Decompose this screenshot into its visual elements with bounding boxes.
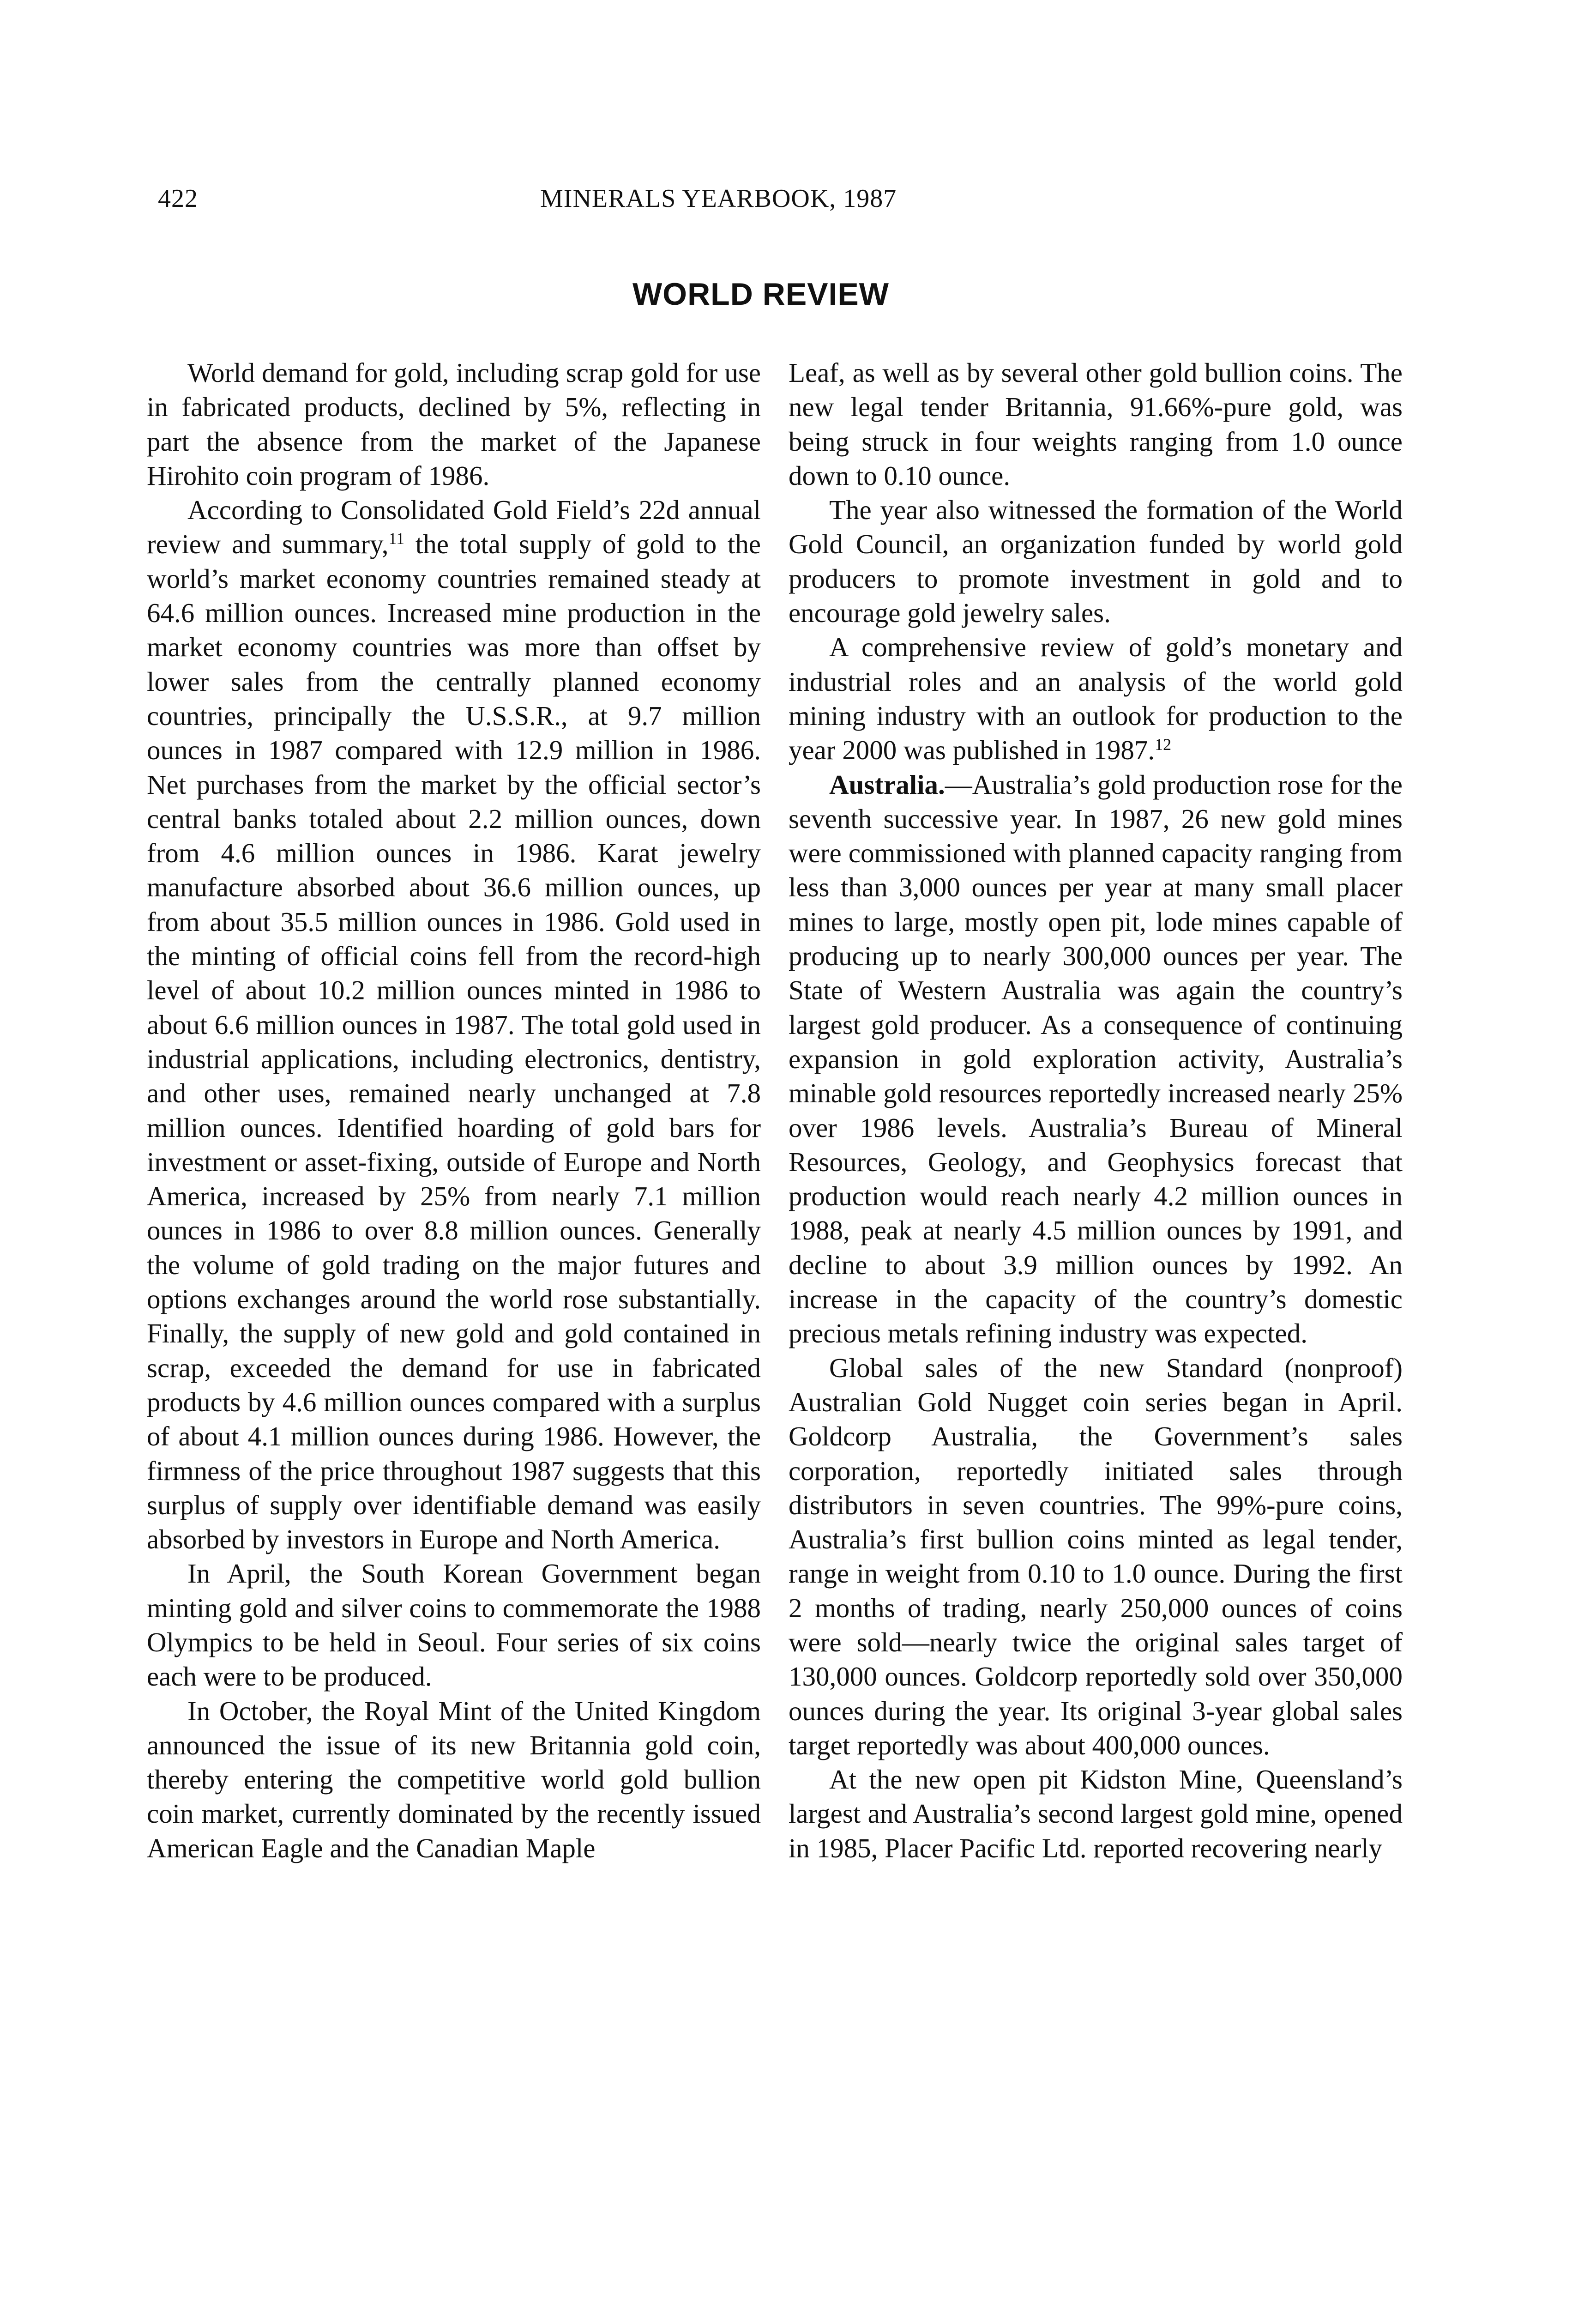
right-column xyxy=(789,356,1403,1865)
publication-title: MINERALS YEARBOOK, 1987 xyxy=(540,184,897,213)
paragraph-continued: Leaf, as well as by several other gold bullion coins. The new legal tender Britannia, 91.66%-pure gold, was being struck in four weights ranging from 1.0 ounce down to 0.10 ounce. xyxy=(789,357,1403,491)
page-number: 422 xyxy=(158,184,198,213)
paragraph: In April, the South Korean Government began minting gold and silver coins to commemorate the 1988 Olympics to be held in Seoul. Four series of six coins each were to be produced. xyxy=(147,1558,761,1692)
paragraph: At the new open pit Kidston Mine, Queensland’s largest and Australia’s second largest gold mine, opened in 1985, Placer Pacific Ltd. reported recovering nearly xyxy=(789,1764,1403,1863)
paragraph: In October, the Royal Mint of the United Kingdom announced the issue of its new Britannia gold coin, thereby entering the competitive world gold bullion coin market, currently dominated by the recently issued American Eagle and the Canadian Maple xyxy=(147,1695,761,1863)
paragraph-text: According to Consolidated Gold Field’s 22d annual review and summary, xyxy=(147,495,761,560)
running-header xyxy=(0,184,1596,221)
section-heading: WORLD REVIEW xyxy=(632,277,889,312)
paragraph-text: —Australia’s gold production rose for the seventh successive year. In 1987, 26 new gold mines were commissioned with planned capacity ranging from less than 3,000 ounces per year at many small placer mines to large, mostly open pit, lode mines capable of producing up to nearly 300,000 ounces per year. The State of Western Australia was again the country’s largest gold producer. As a consequence of continuing expansion in gold exploration activity, Australia’s minable gold resources reportedly increased nearly 25% over 1986 levels. Australia’s Bureau of Mineral Resources, Geology, and Geophysics forecast that production would reach nearly 4.2 million ounces in 1988, peak at nearly 4.5 million ounces by 1991, and decline to about 3.9 million ounces by 1992. An increase in the capacity of the country’s domestic precious metals refining industry was expected. xyxy=(789,769,1403,1349)
paragraph-text: A comprehensive review of gold’s monetary and industrial roles and an analysis of the world gold mining industry with an outlook for production to the year 2000 was published in 1987. xyxy=(789,632,1403,766)
run-in-heading: Australia. xyxy=(829,769,945,800)
paragraph xyxy=(147,493,761,1556)
footnote-ref: 11 xyxy=(388,529,405,548)
paragraph xyxy=(789,768,1403,1351)
paragraph xyxy=(789,630,1403,767)
paragraph: The year also witnessed the formation of the World Gold Council, an organization funded by world gold producers to promote investment in gold and to encourage gold jewelry sales. xyxy=(789,495,1403,629)
paragraph: World demand for gold, including scrap gold for use in fabricated products, declined by 5%, reflecting in part the absence from the market of the Japanese Hirohito coin program of 1986. xyxy=(147,357,761,491)
paragraph: Global sales of the new Standard (nonproof) Australian Gold Nugget coin series began in April. Goldcorp Australia, the Government’s sales corporation, reportedly initiated sales through distributors in seven countries. The 99%-pure coins, Australia’s first bullion coins minted as legal tender, range in weight from 0.10 to 1.0 ounce. During the first 2 months of trading, nearly 250,000 ounces of coins were sold—nearly twice the original sales target of 130,000 ounces. Goldcorp reportedly sold over 350,000 ounces during the year. Its original 3-year global sales target reportedly was about 400,000 ounces. xyxy=(789,1352,1403,1760)
paragraph-text: the total supply of gold to the world’s market economy countries remained steady at 64.6 million ounces. Increased mine production in the market economy countries was more than offset by lower sales from the centrally planned economy countries, principally the U.S.S.R., at 9.7 million ounces in 1987 compared with 12.9 million in 1986. Net purchases from the market by the official sector’s central banks totaled about 2.2 million ounces, down from 4.6 million ounces in 1986. Karat jewelry manufacture absorbed about 36.6 million ounces, up from about 35.5 million ounces in 1986. Gold used in the minting of official coins fell from the record-high level of about 10.2 million ounces minted in 1986 to about 6.6 million ounces in 1987. The total gold used in industrial applications, including electronics, dentistry, and other uses, remained nearly unchanged at 7.8 million ounces. Identified hoarding of gold bars for investment or asset-fixing, outside of Europe and North America, increased by 25% from nearly 7.1 million ounces in 1986 to over 8.8 million ounces. Generally the volume of gold trading on the major futures and options exchanges around the world rose substantially. Finally, the supply of new gold and gold contained in scrap, exceeded the demand for use in fabricated products by 4.6 million ounces compared with a surplus of about 4.1 million ounces during 1986. However, the firmness of the price throughout 1987 suggests that this surplus of supply over identifiable demand was easily absorbed by investors in Europe and North America. xyxy=(147,529,761,1555)
left-column xyxy=(147,356,761,1865)
footnote-ref: 12 xyxy=(1155,735,1172,754)
